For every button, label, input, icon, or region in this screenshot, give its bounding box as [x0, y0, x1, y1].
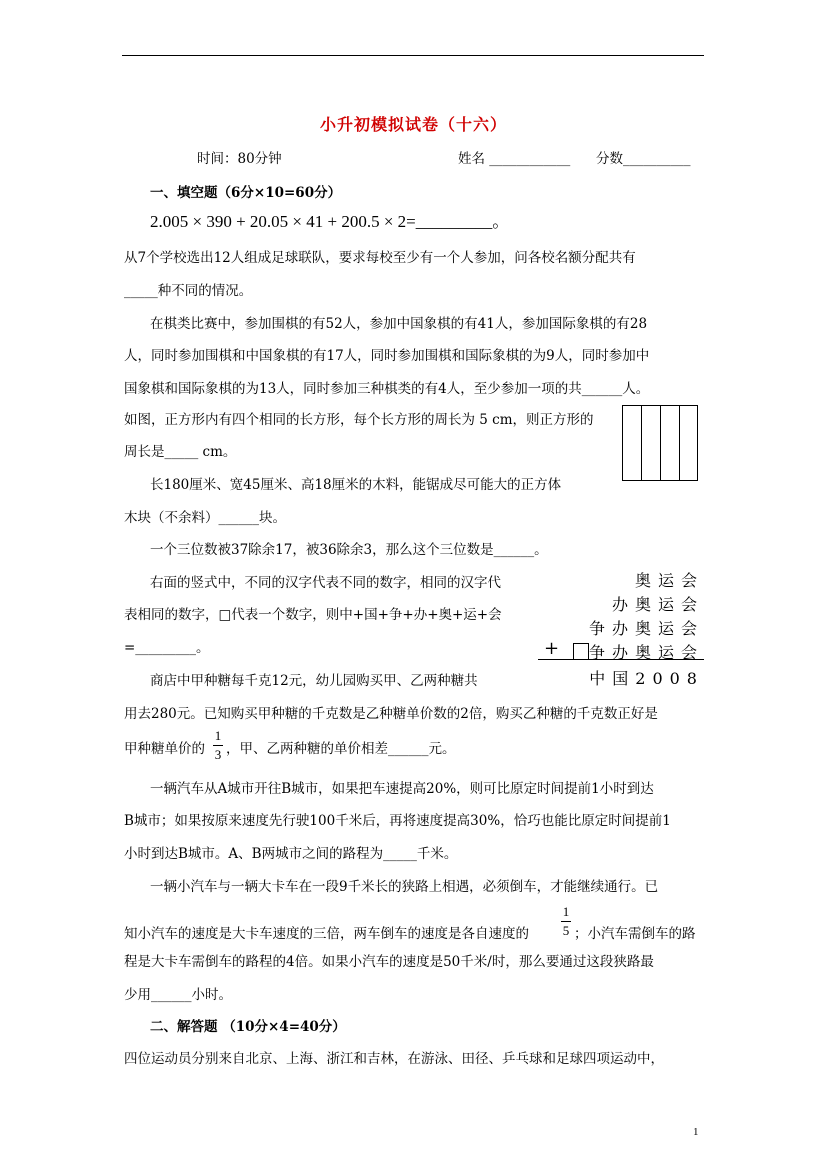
- question-2-line-1: 从7个学校选出12人组成足球联队，要求每校至少有一个人参加，问各校名额分配共有: [124, 250, 636, 266]
- puzzle-result: 中国2008: [589, 669, 704, 688]
- section-fill-in: 一、填空题（6分×10=60分）: [150, 185, 342, 201]
- question-9-line-2: B城市；如果按原来速度先行驶100千米后，再将速度提高30%，恰巧也能比原定时间提前1: [124, 813, 671, 829]
- rectangle-divider: [641, 406, 642, 480]
- question-10-line-1: 一辆小汽车与一辆大卡车在一段9千米长的狭路上相遇，必须倒车，才能继续通行。已: [150, 879, 659, 895]
- page-title: 小升初模拟试卷（十六）: [319, 115, 507, 134]
- time-label: 时间：80分钟: [197, 151, 282, 167]
- rectangle-divider: [679, 406, 680, 480]
- puzzle-row-2: 办奥运会: [611, 595, 704, 614]
- unknown-digit-box: [573, 643, 589, 660]
- question-8-line-3a: 甲种糖单价的: [124, 741, 205, 757]
- question-6: 一个三位数被37除余17，被36除余3，那么这个三位数是______。: [150, 542, 548, 558]
- question-11-line-1: 四位运动员分别来自北京、上海、浙江和吉林，在游泳、田径、乒乓球和足球四项运动中，: [124, 1051, 664, 1067]
- question-9-line-1: 一辆汽车从A城市开往B城市，如果把车速提高20%，则可比原定时间提前1小时到达: [150, 781, 654, 797]
- question-3-line-3: 国象棋和国际象棋的为13人，同时参加三种棋类的有4人，至少参加一项的共______人。: [124, 381, 650, 397]
- question-5-line-2: 木块（不余料）______块。: [124, 510, 286, 526]
- question-10-line-3: 程是大卡车需倒车的路程的4倍。如果小汽车的速度是50千米/时，那么要通过这段狭路最: [124, 954, 654, 970]
- question-7-line-2: 表相同的数字，□代表一个数字，则中+国+争+办+奥+运+会: [124, 607, 502, 623]
- question-9-line-3: 小时到达B城市。A、B两城市之间的路程为_____千米。: [124, 846, 458, 862]
- question-10-line-4: 少用______小时。: [124, 987, 232, 1003]
- square-figure: [622, 405, 698, 481]
- question-8-line-3b: ，甲、乙两种糖的单价相差______元。: [226, 741, 456, 757]
- question-8-line-2: 用去280元。已知购买甲种糖的千克数是乙种糖单价数的2倍，购买乙种糖的千克数正好是: [124, 706, 658, 722]
- question-5-line-1: 长180厘米、宽45厘米、高18厘米的木料，能锯成尽可能大的正方体: [150, 477, 562, 493]
- fraction-one-fifth: 1 5: [562, 904, 570, 938]
- question-4-line-1: 如图，正方形内有四个相同的长方形，每个长方形的周长为 5 cm，则正方形的: [124, 412, 594, 428]
- question-7-line-3: =_________。: [124, 640, 210, 656]
- page-number: 1: [693, 1126, 699, 1138]
- header-rule: [122, 55, 704, 56]
- plus-sign: +: [544, 638, 560, 659]
- section-answers: 二、解答题 （10分×4=40分）: [150, 1019, 346, 1035]
- question-3-line-1: 在棋类比赛中，参加围棋的有52人，参加中国象棋的有41人，参加国际象棋的有28: [150, 316, 648, 332]
- name-field: 姓名 ____________: [458, 151, 571, 167]
- puzzle-row-4: 争办奥运会: [573, 640, 704, 663]
- score-field: 分数__________: [596, 151, 691, 167]
- question-3-line-2: 人，同时参加围棋和中国象棋的有17人，同时参加围棋和国际象棋的为9人，同时参加中: [124, 348, 650, 364]
- puzzle-row-1: 奥运会: [634, 571, 704, 590]
- fraction-one-third: 1 3: [214, 728, 222, 762]
- puzzle-row-3: 争办奥运会: [588, 619, 704, 638]
- question-10-line-2b: ；小汽车需倒车的路: [574, 926, 696, 942]
- rectangle-divider: [660, 406, 661, 480]
- question-4-line-2: 周长是_____ cm。: [124, 444, 237, 460]
- question-2-line-2: _____种不同的情况。: [124, 283, 253, 299]
- question-7-line-1: 右面的竖式中，不同的汉字代表不同的数字，相同的汉字代: [150, 575, 501, 591]
- question-10-line-2a: 知小汽车的速度是大卡车速度的三倍，两车倒车的速度是各自速度的: [124, 926, 529, 942]
- sum-line: [538, 659, 704, 660]
- question-8-line-1: 商店中甲种糖每千克12元，幼儿园购买甲、乙两种糖共: [150, 673, 478, 689]
- question-1: 2.005 × 390 + 20.05 × 41 + 200.5 × 2=_________。: [150, 212, 510, 231]
- vertical-addition-puzzle: [538, 566, 704, 686]
